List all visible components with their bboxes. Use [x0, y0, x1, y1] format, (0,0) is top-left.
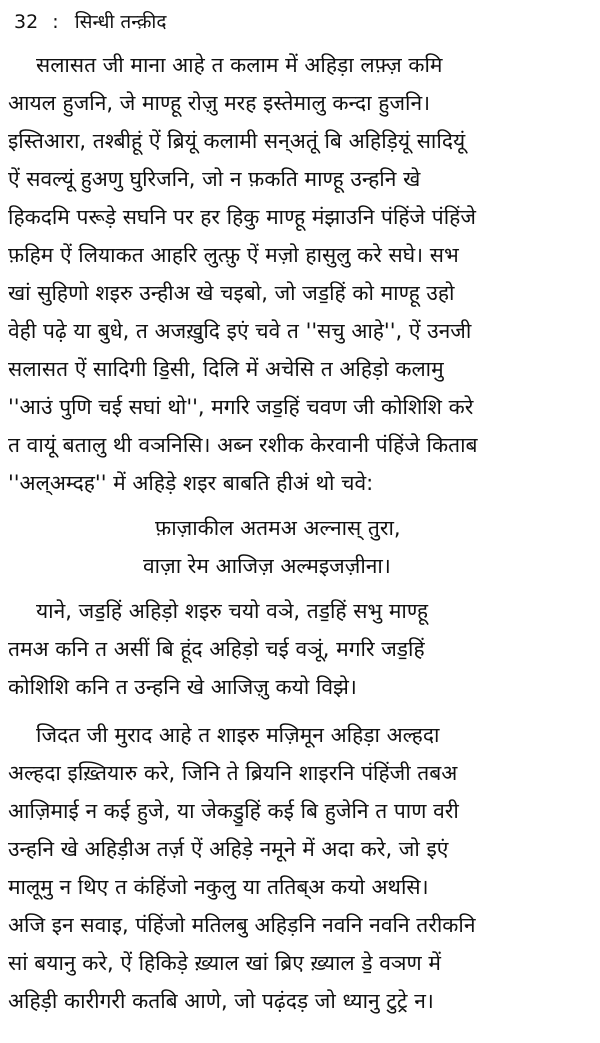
text-line: सलासत ऐं सादिगी डि॒सी, दिलि में अचेसि त अहिड़ो कलामु — [8, 357, 444, 381]
text-line: मालूमु न थिए त कंहिंजो नकुलु या ततिब्अ कयो अथसि। — [8, 875, 429, 899]
page-number: 32 — [14, 11, 39, 33]
running-header — [14, 8, 166, 34]
text-line: अजि इन सवाइ, पंहिंजो मतिलबु अहिड़नि नवनि नवनि तरीकनि — [8, 913, 476, 937]
text-line: ''अल्अम्दह'' में अहिड़े शइर बाबति हीअं थो चवे: — [8, 471, 374, 495]
text-line: सलासत जी माना आहे त कलाम में अहिड़ा लफ़्ज़ कमि — [36, 53, 443, 77]
text-line: आयल हुजनि, जे माण्हू रोज़ु मरह इस्तेमालु कन्दा हुजनि। — [8, 91, 431, 115]
text-line: सां बयानु करे, ऐं हिकिड़े ख़्याल खां ब्रिए ख़्याल डे॒ वञण में — [8, 951, 441, 975]
text-line: इस्तिआरा, तश्बीहूं ऐं ब्रियूं कलामी सन्अतूं बि अहिड़ियूं सादियूं — [8, 129, 466, 153]
text-line: ''आउं पुणि चई सघां थो'', मगरि जड॒हिं चवण जी कोशिशि करे — [8, 395, 474, 419]
text-line: वेही पढ़े या बुधे, त अजख़ुदि इएं चवे त ''सचु आहे'', ऐं उनजी — [8, 319, 472, 343]
verse-line: वाज़ा रेम आजिज़ अल्मइजज़ीना। — [143, 554, 391, 578]
verse-line: फ़ाज़ाकील अतमअ अल्नास् तुरा, — [155, 516, 401, 540]
text-line: याने, जड॒हिं अहिड़ो शइरु चयो वञे, तड॒हिं सभु माण्हू — [36, 599, 428, 623]
text-line: जिदत जी मुराद आहे त शाइरु मज़िमून अहिड़ा अल्हदा — [36, 723, 440, 747]
text-line: खां सुहिणो शइरु उन्हीअ खे चइबो, जो जड॒हिं को माण्हू उहो — [8, 281, 455, 305]
text-line: अहिड़ी कारीगरी कतबि आणे, जो पढ़ंदड़ जो ध्यानु टुट्रे न। — [8, 989, 434, 1013]
text-line: त वायूं बतालु थी वञनिसि। अब्न रशीक केरवानी पंहिंजे किताब — [8, 433, 478, 457]
text-line: अल्हदा इख़्तियारु करे, जिनि ते ब्रियनि शाइरनि पंहिंजी तबअ — [8, 761, 458, 785]
text-line: उन्हनि खे अहिड़ीअ तर्ज़ ऐं अहिड़े नमूने में अदा करे, जो इएं — [8, 837, 449, 861]
header-separator: : — [52, 11, 59, 33]
text-line: ऐं सवल्यूं हुअणु घुरिजनि, जो न फ़कति माण्हू उन्हनि खे — [8, 167, 421, 191]
text-line: आज़िमाई न कई हुजे, या जेकडु॒हिं कई बि हुजेनि त पाण वरी — [8, 799, 459, 823]
text-line: कोशिशि कनि त उन्हनि खे आजिज़ु कयो विझे। — [8, 675, 357, 699]
running-title: सिन्धी तन्क़ीद — [74, 11, 167, 33]
text-line: हिकदमि परूड़े सघनि पर हर हिकु माण्हू मंझाउनि पंहिंजे पंहिंजे — [8, 205, 476, 229]
text-line: तमअ कनि त असीं बि हूंद अहिड़ो चई वञूं, मगरि जड॒हिं — [8, 637, 425, 661]
text-line: फ़हिम ऐं लियाकत आहरि लुत्फ़ु ऐं मज़ो हासुलु करे सघे। सभ — [8, 243, 459, 267]
